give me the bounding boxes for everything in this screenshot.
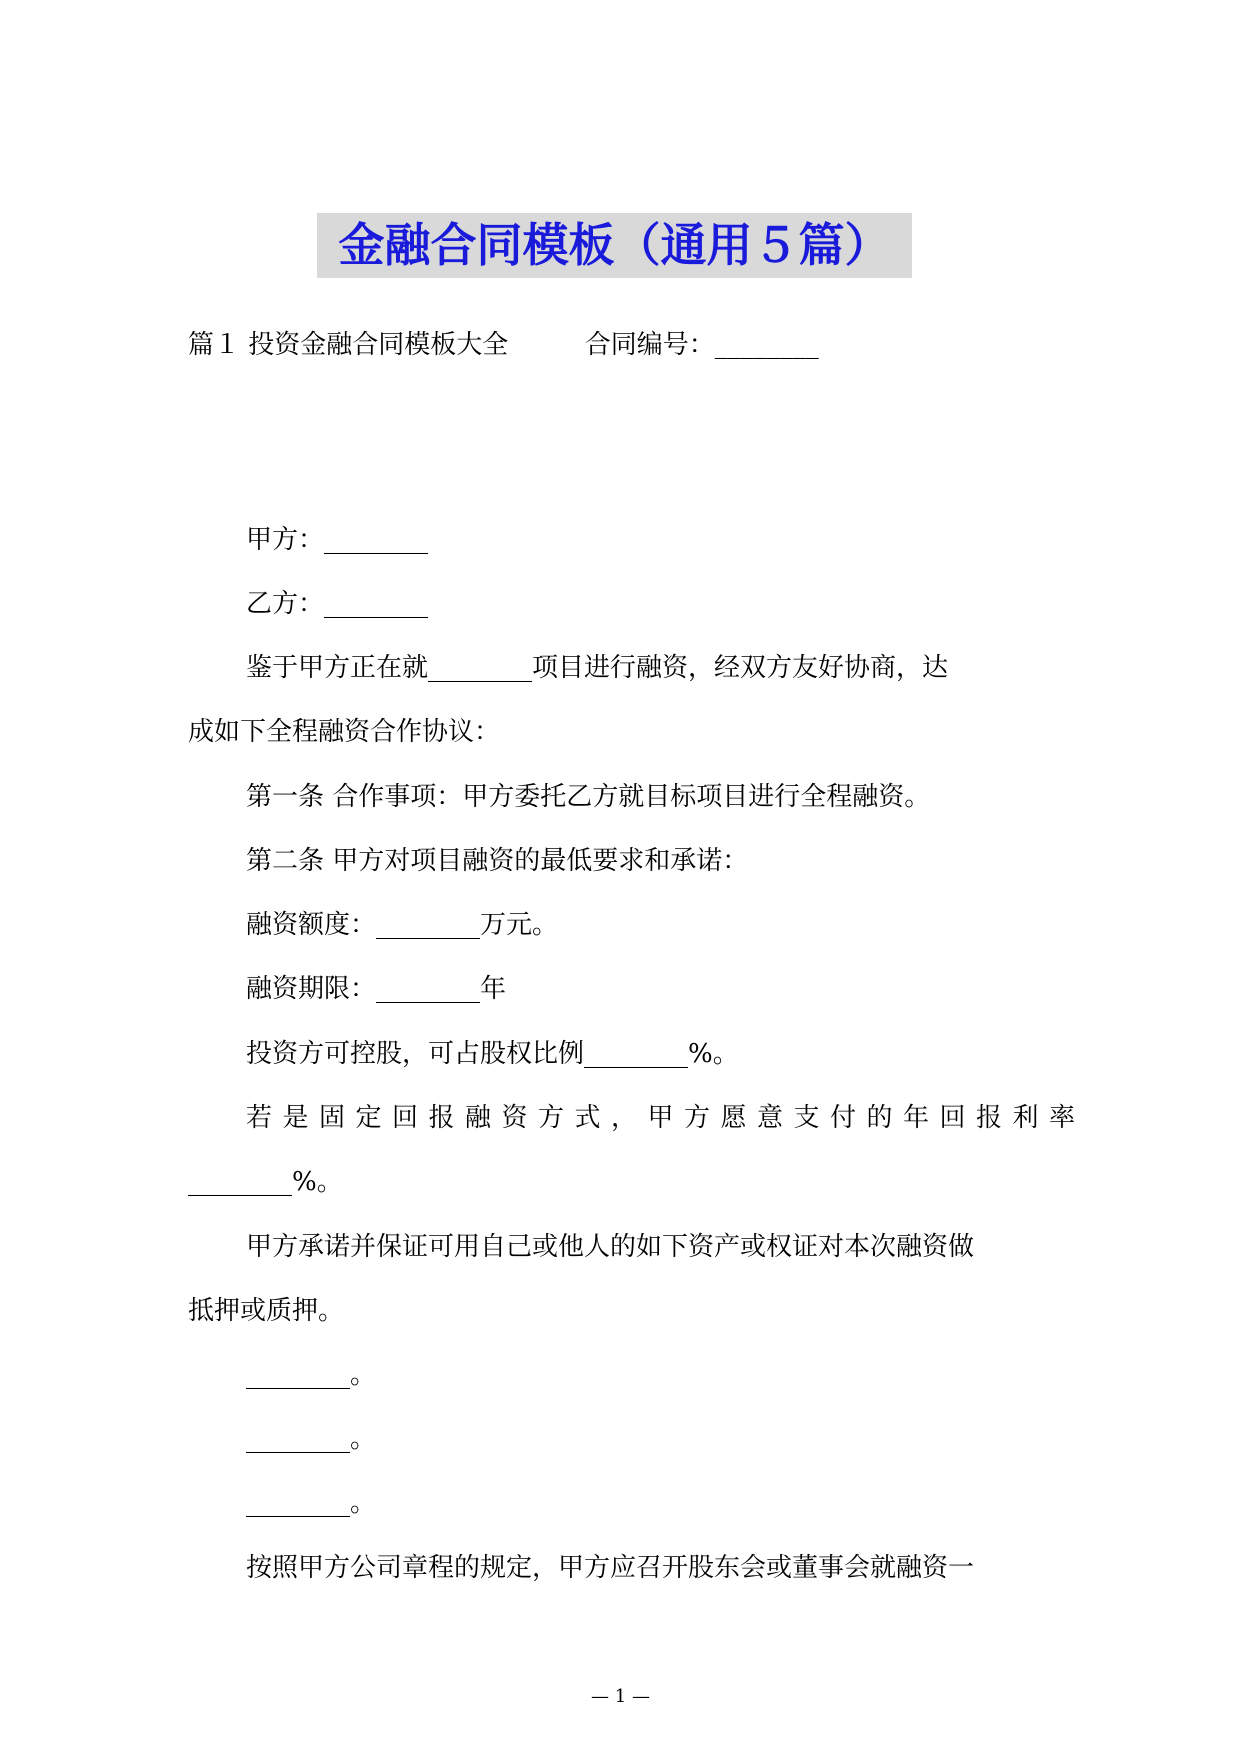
financing-term: 融资期限：________年 — [246, 974, 507, 1004]
pledge-item: ________。 — [246, 1424, 377, 1454]
party-a: 甲方：________ — [246, 525, 429, 555]
header-line — [188, 327, 1068, 363]
paragraph-line: 鉴于甲方正在就________项目进行融资，经双方友好协商，达 — [246, 653, 949, 683]
page-number: — 1 — — [591, 1686, 650, 1707]
document-title: 金融合同模板（通用５篇） — [338, 218, 891, 272]
contract-number: 合同编号：________ — [584, 330, 819, 360]
chapter-heading: 篇１ 投资金融合同模板大全 — [188, 330, 509, 360]
article-one: 第一条 合作事项：甲方委托乙方就目标项目进行全程融资。 — [246, 782, 931, 812]
title-highlight — [317, 213, 912, 278]
pledge-line: 抵押或质押。 — [188, 1296, 345, 1326]
party-b: 乙方：________ — [246, 589, 429, 619]
pledge-line: 甲方承诺并保证可用自己或他人的如下资产或权证对本次融资做 — [246, 1232, 975, 1262]
pledge-item: ________。 — [246, 1488, 377, 1518]
pledge-item: ________。 — [246, 1360, 377, 1390]
paragraph-line: 按照甲方公司章程的规定，甲方应召开股东会或董事会就融资一 — [246, 1553, 975, 1583]
article-two: 第二条 甲方对项目融资的最低要求和承诺： — [246, 846, 749, 876]
paragraph-line: 成如下全程融资合作协议： — [188, 717, 501, 747]
fixed-return-rate: ________%。 — [188, 1167, 343, 1197]
financing-amount: 融资额度：________万元。 — [246, 910, 559, 940]
fixed-return-line: 若是固定回报融资方式，甲方愿意支付的年回报利率 — [246, 1103, 1086, 1133]
equity-ratio: 投资方可控股，可占股权比例________%。 — [246, 1039, 739, 1069]
